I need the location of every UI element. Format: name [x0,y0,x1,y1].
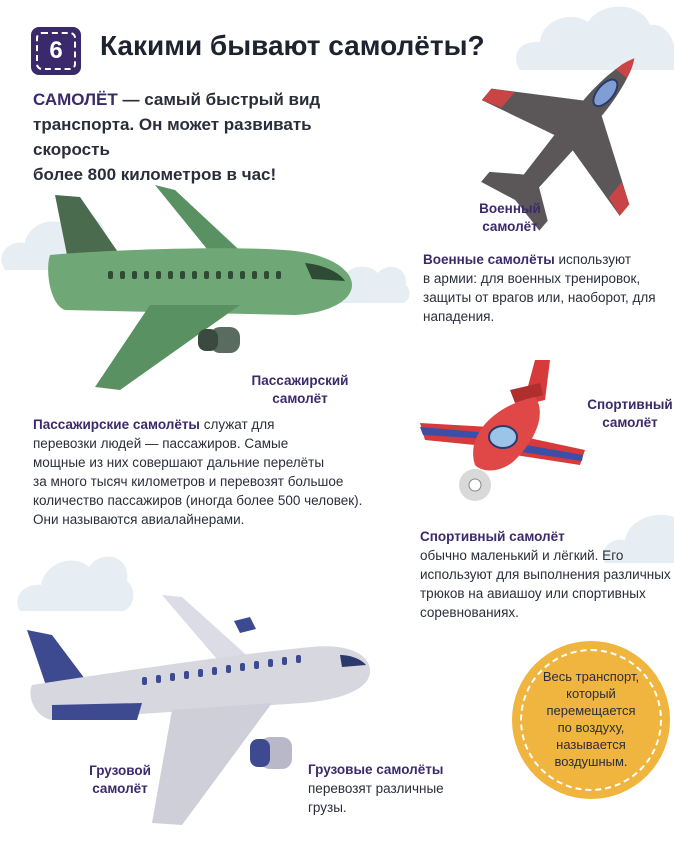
sport-plane-lead: Спортивный самолёт [420,529,565,544]
cargo-plane-text: Грузовые самолёты перевозят различные грузы. [308,760,488,817]
cargo-plane-label: Грузовой самолёт [89,763,151,796]
intro-line3: более 800 километров в час! [33,165,277,184]
page-title: Какими бывают самолёты? [100,30,485,61]
sport-plane-illustration [415,355,590,510]
sport-plane-label: Спортивный самолёт [587,397,673,430]
passenger-plane-label: Пассажирский самолёт [251,373,349,406]
passenger-plane-lead: Пассажирские самолёты [33,417,200,432]
intro-text [33,87,373,187]
chapter-number: 6 [36,32,76,70]
military-plane-lead: Военные самолёты [423,252,555,267]
passenger-plane-illustration [40,175,370,400]
military-plane-text: Военные самолёты используют в армии: для военных тренировок, защиты от врагов или, наоборот, для нападения. [423,252,656,324]
fact-circle [512,641,670,799]
passenger-plane-text: Пассажирские самолёты служат для перевозки людей — пассажиров. Самые мощные из них совершают дальние перелёты за много тысяч километров и перевозят большое количество пассажиров (иногда более 500 человек). Они называются авиалайнерами. [33,417,363,527]
intro-line1: — самый быстрый вид [117,90,321,109]
cargo-plane-lead: Грузовые самолёты [308,762,444,777]
sport-plane-text: Спортивный самолёт обычно маленький и лёгкий. Его используют для выполнения различных трюков на авиашоу или спортивных соревнованиях. [420,527,674,622]
fact-text: Весь транспорт, который перемещается по воздуху, называется воздушным. [542,669,640,769]
intro-line2: транспорта. Он может развивать скорость [33,115,312,159]
intro-highlight: САМОЛЁТ [33,90,118,109]
military-plane-label: Военный самолёт [479,201,541,234]
chapter-number-badge [31,27,81,75]
